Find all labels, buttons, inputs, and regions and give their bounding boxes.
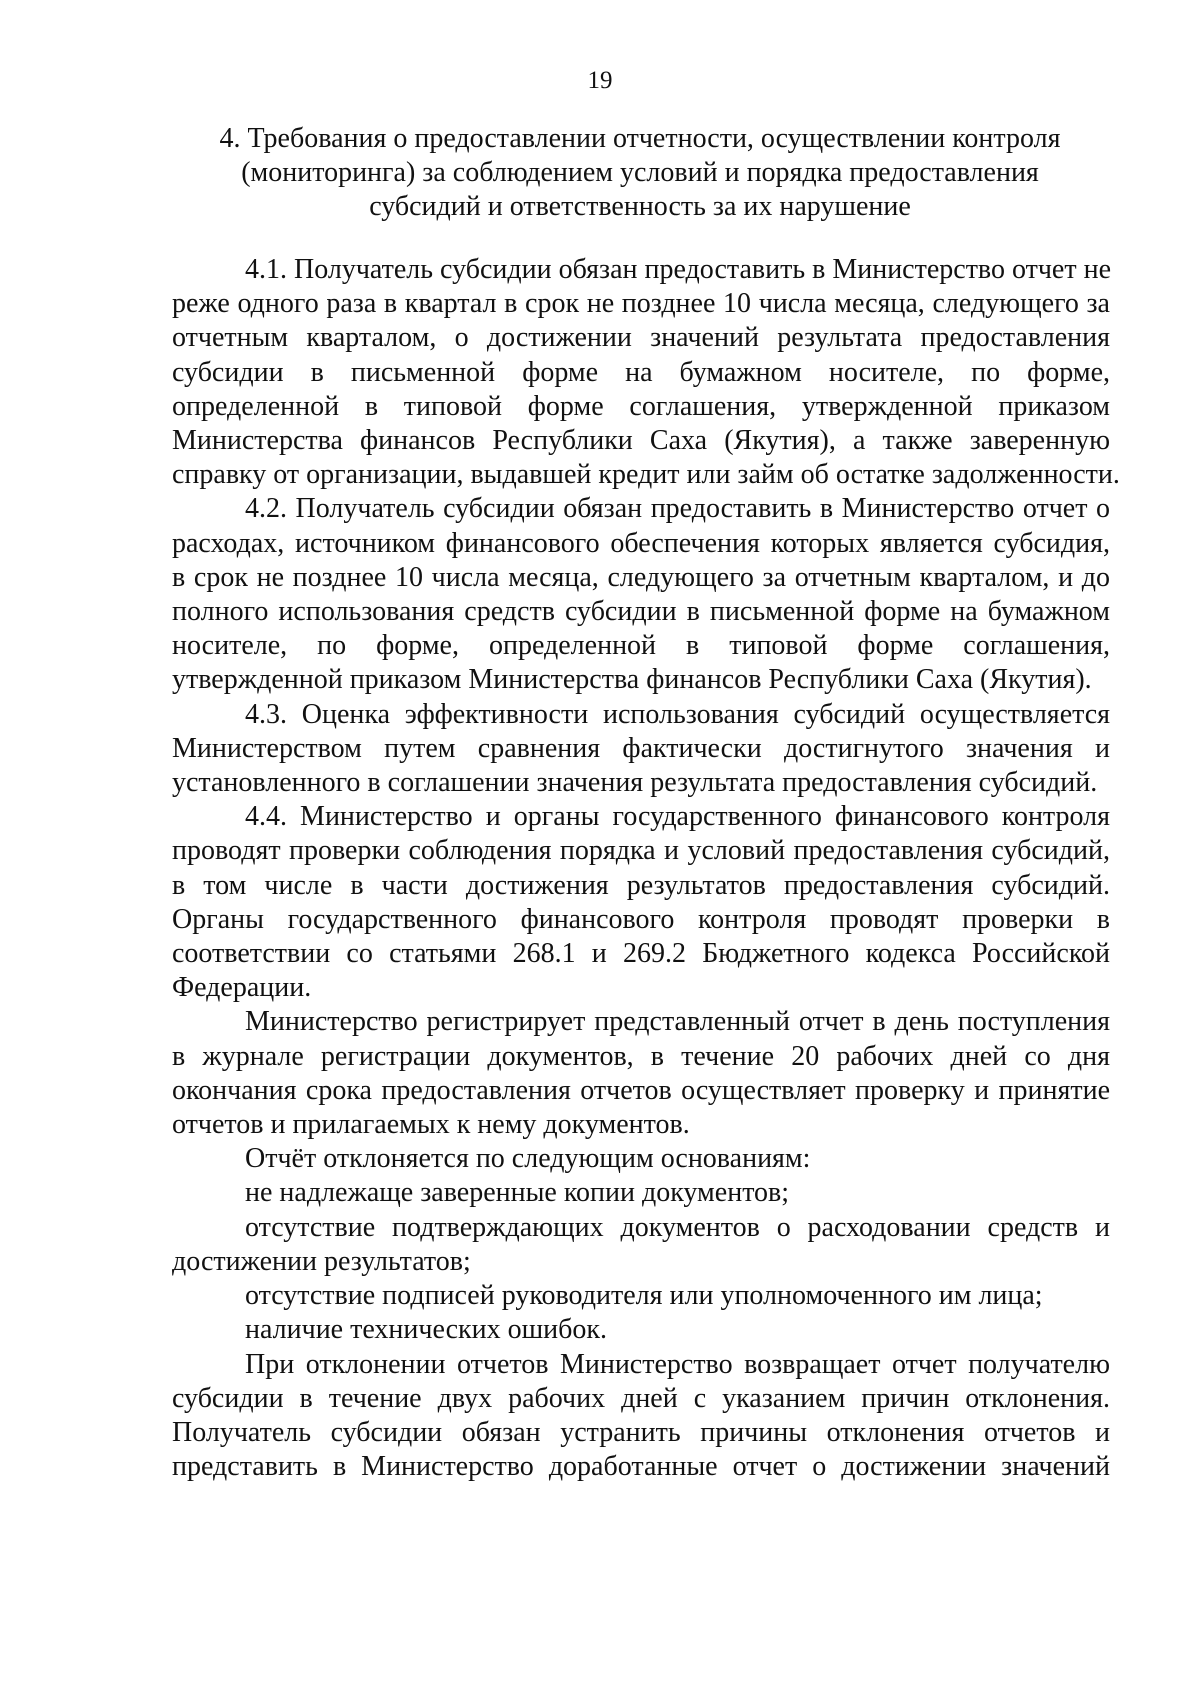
section-heading-line: 4. Требования о предоставлении отчетности, осуществлении контроля bbox=[219, 123, 1061, 154]
paragraph-p-ground-1 bbox=[172, 1176, 1110, 1210]
document-body bbox=[172, 253, 1120, 1484]
text-line: окончания срока предоставления отчетов осуществляет проверку и принятие bbox=[172, 1074, 1110, 1106]
paragraph-p-4-2 bbox=[172, 492, 1110, 697]
paragraph-p-ground-4 bbox=[172, 1313, 1110, 1347]
paragraph-p-return bbox=[172, 1348, 1110, 1485]
text-line: Получатель субсидии обязан устранить причины отклонения отчетов и bbox=[172, 1416, 1110, 1448]
text-line: Отчёт отклоняется по следующим основаниям: bbox=[245, 1143, 811, 1175]
text-line: Министерство регистрирует представленный отчет в день поступления bbox=[245, 1006, 1110, 1038]
text-line: достижении результатов; bbox=[172, 1245, 471, 1277]
text-line: отчетов и прилагаемых к нему документов. bbox=[172, 1109, 690, 1141]
paragraph-p-4-4 bbox=[172, 800, 1110, 1005]
text-line: в журнале регистрации документов, в течение 20 рабочих дней со дня bbox=[172, 1040, 1110, 1072]
text-line: субсидии в письменной форме на бумажном носителе, по форме, bbox=[172, 356, 1110, 388]
text-line: в том числе в части достижения результатов предоставления субсидий. bbox=[172, 869, 1110, 901]
text-line: в срок не позднее 10 числа месяца, следующего за отчетным кварталом, и до bbox=[172, 561, 1110, 593]
text-line: Министерством путем сравнения фактически достигнутого значения и bbox=[172, 732, 1110, 764]
text-line: Министерства финансов Республики Саха (Якутия), а также заверенную bbox=[172, 425, 1110, 457]
text-line: утвержденной приказом Министерства финансов Республики Саха (Якутия). bbox=[172, 664, 1092, 696]
text-line: субсидии в течение двух рабочих дней с указанием причин отклонения. bbox=[172, 1382, 1110, 1414]
paragraph-p-4-1 bbox=[172, 253, 1120, 492]
text-line: 4.3. Оценка эффективности использования субсидий осуществляется bbox=[245, 698, 1110, 730]
text-line: справку от организации, выдавшей кредит или займ об остатке задолженности. bbox=[172, 459, 1120, 491]
paragraph-p-4-3 bbox=[172, 698, 1110, 801]
text-line: отчетным кварталом, о достижении значений результата предоставления bbox=[172, 322, 1110, 354]
page-number: 19 bbox=[587, 67, 613, 94]
text-line: проводят проверки соблюдения порядка и условий предоставления субсидий, bbox=[172, 835, 1110, 867]
text-line: представить в Министерство доработанные отчет о достижении значений bbox=[172, 1451, 1110, 1483]
text-line: При отклонении отчетов Министерство возвращает отчет получателю bbox=[245, 1348, 1110, 1380]
text-line: отсутствие подтверждающих документов о расходовании средств и bbox=[245, 1211, 1110, 1243]
paragraph-p-ground-2 bbox=[172, 1211, 1110, 1279]
text-line: Федерации. bbox=[172, 972, 312, 1004]
text-line: носителе, по форме, определенной в типовой форме соглашения, bbox=[172, 630, 1110, 662]
section-heading bbox=[170, 122, 1110, 224]
text-line: реже одного раза в квартал в срок не позднее 10 числа месяца, следующего за bbox=[172, 288, 1110, 320]
text-line: 4.4. Министерство и органы государственного финансового контроля bbox=[245, 801, 1110, 833]
paragraph-p-rejection-grounds bbox=[172, 1142, 1110, 1176]
text-line: расходах, источником финансового обеспечения которых является субсидия, bbox=[172, 527, 1110, 559]
text-line: наличие технических ошибок. bbox=[245, 1314, 607, 1346]
text-line: не надлежаще заверенные копии документов; bbox=[245, 1177, 790, 1209]
section-heading-line: (мониторинга) за соблюдением условий и порядка предоставления bbox=[241, 157, 1039, 188]
text-line: отсутствие подписей руководителя или уполномоченного им лица; bbox=[245, 1280, 1043, 1312]
section-heading-line: субсидий и ответственность за их нарушение bbox=[369, 191, 911, 222]
text-line: установленного в соглашении значения результата предоставления субсидий. bbox=[172, 767, 1098, 799]
text-line: полного использования средств субсидии в письменной форме на бумажном bbox=[172, 596, 1110, 628]
text-line: 4.1. Получатель субсидии обязан предоставить в Министерство отчет не bbox=[245, 254, 1111, 285]
paragraph-p-registration bbox=[172, 1005, 1110, 1142]
text-line: определенной в типовой форме соглашения, утвержденной приказом bbox=[172, 390, 1110, 422]
text-line: Органы государственного финансового контроля проводят проверки в bbox=[172, 903, 1110, 935]
paragraph-p-ground-3 bbox=[172, 1279, 1110, 1313]
text-line: соответствии со статьями 268.1 и 269.2 Бюджетного кодекса Российской bbox=[172, 938, 1110, 970]
text-line: 4.2. Получатель субсидии обязан предоставить в Министерство отчет о bbox=[245, 493, 1110, 525]
